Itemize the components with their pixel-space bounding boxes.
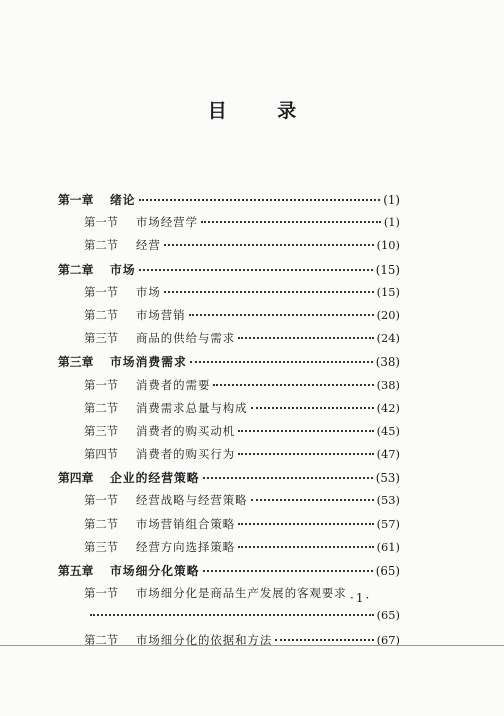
page-number: ·1· xyxy=(350,591,372,605)
chapter-number: 第三章 xyxy=(58,355,94,370)
page-ref: (47) xyxy=(376,447,400,462)
toc-section[interactable] xyxy=(58,516,400,539)
page-ref: (53) xyxy=(376,493,400,508)
dot-leader xyxy=(164,243,374,246)
toc-chapter-2[interactable] xyxy=(58,261,400,284)
toc-section[interactable] xyxy=(58,237,400,260)
page-ref: (15) xyxy=(375,262,400,277)
dot-leader xyxy=(275,638,373,641)
dot-leader xyxy=(238,545,373,548)
chapter-title: 企业的经营策略 xyxy=(110,471,200,486)
toc-section[interactable] xyxy=(58,284,400,307)
section-title: 市场营销组合策略 xyxy=(136,516,236,531)
page-ref: (15) xyxy=(376,284,400,299)
section-number: 第二节 xyxy=(84,238,119,253)
section-title: 消费者的购买动机 xyxy=(136,423,236,438)
page-ref: (38) xyxy=(376,377,400,392)
toc-chapter-4[interactable] xyxy=(58,469,400,492)
page-title: 目 录 xyxy=(207,100,319,122)
dot-leader xyxy=(164,290,374,293)
section-number: 第一节 xyxy=(84,493,119,508)
dot-leader xyxy=(213,383,373,386)
page-ref: (65) xyxy=(376,608,400,623)
section-number: 第一节 xyxy=(84,215,119,230)
section-number: 第三节 xyxy=(84,539,119,554)
toc-section[interactable] xyxy=(58,446,400,469)
section-number: 第二节 xyxy=(84,400,119,415)
page-ref: (65) xyxy=(375,564,400,578)
dot-leader xyxy=(203,476,373,479)
chapter-number: 第一章 xyxy=(58,193,94,207)
dot-leader xyxy=(139,268,373,271)
dot-leader xyxy=(189,313,374,316)
page-ref: (10) xyxy=(376,238,400,253)
page-ref: (1) xyxy=(383,215,400,230)
section-number: 第二节 xyxy=(84,516,119,531)
section-number: 第三节 xyxy=(84,423,119,438)
toc-section[interactable] xyxy=(58,377,400,400)
page-ref: (57) xyxy=(376,516,400,531)
section-title: 消费需求总量与构成 xyxy=(136,400,248,415)
section-title: 消费者的购买行为 xyxy=(136,447,236,462)
footer-rule xyxy=(0,645,504,646)
dot-leader xyxy=(238,452,373,455)
section-title: 市场经营学 xyxy=(136,215,198,230)
section-number: 第一节 xyxy=(84,586,119,601)
chapter-title: 绪论 xyxy=(110,193,136,207)
section-title: 经营战略与经营策略 xyxy=(136,493,248,508)
toc-section[interactable] xyxy=(58,585,400,608)
chapter-number: 第五章 xyxy=(58,564,94,578)
dot-leader xyxy=(238,336,373,339)
toc-section[interactable] xyxy=(58,539,400,562)
section-title: 市场营销 xyxy=(136,307,186,322)
table-of-contents xyxy=(58,191,400,655)
dot-leader xyxy=(203,569,373,572)
section-title: 商品的供给与需求 xyxy=(136,331,236,346)
dot-leader xyxy=(238,522,373,525)
section-number: 第一节 xyxy=(84,377,119,392)
section-title: 经营 xyxy=(136,238,161,253)
chapter-title: 市场 xyxy=(110,262,136,277)
toc-chapter-1[interactable] xyxy=(58,191,400,214)
toc-chapter-5[interactable] xyxy=(58,562,400,585)
section-title: 经营方向选择策略 xyxy=(136,539,236,554)
toc-section[interactable] xyxy=(58,492,400,515)
dot-leader xyxy=(139,198,381,201)
dot-leader xyxy=(238,429,373,432)
page-ref: (38) xyxy=(375,355,400,370)
section-title: 市场细分化的依据和方法 xyxy=(136,632,273,647)
page-ref: (24) xyxy=(376,331,400,346)
toc-section[interactable] xyxy=(58,632,400,655)
toc-section[interactable] xyxy=(58,214,400,237)
page-ref: (42) xyxy=(376,400,400,415)
dot-leader xyxy=(201,220,381,223)
chapter-number: 第四章 xyxy=(58,471,94,486)
page-ref: (1) xyxy=(383,193,400,207)
toc-chapter-3[interactable] xyxy=(58,353,400,376)
toc-section-continuation[interactable] xyxy=(58,608,400,631)
page-ref: (20) xyxy=(376,307,400,322)
toc-section[interactable] xyxy=(58,307,400,330)
chapter-number: 第二章 xyxy=(58,262,94,277)
dot-leader xyxy=(251,498,374,501)
page-ref: (53) xyxy=(375,471,400,486)
section-number: 第四节 xyxy=(84,447,119,462)
toc-section[interactable] xyxy=(58,400,400,423)
section-number: 第三节 xyxy=(84,331,119,346)
page-ref: (45) xyxy=(376,423,400,438)
chapter-title: 市场细分化策略 xyxy=(110,564,200,578)
page-ref: (61) xyxy=(376,539,400,554)
section-title: 消费者的需要 xyxy=(136,377,211,392)
section-title: 市场细分化是商品生产发展的客观要求 xyxy=(136,586,347,601)
dot-leader xyxy=(90,613,374,616)
section-number: 第二节 xyxy=(84,632,119,647)
dot-leader xyxy=(251,406,374,409)
section-number: 第一节 xyxy=(84,284,119,299)
toc-section[interactable] xyxy=(58,330,400,353)
chapter-title: 市场消费需求 xyxy=(110,355,187,370)
section-title: 市场 xyxy=(136,284,161,299)
page-ref: (67) xyxy=(376,632,400,647)
section-number: 第二节 xyxy=(84,307,119,322)
toc-section[interactable] xyxy=(58,423,400,446)
dot-leader xyxy=(190,360,373,363)
